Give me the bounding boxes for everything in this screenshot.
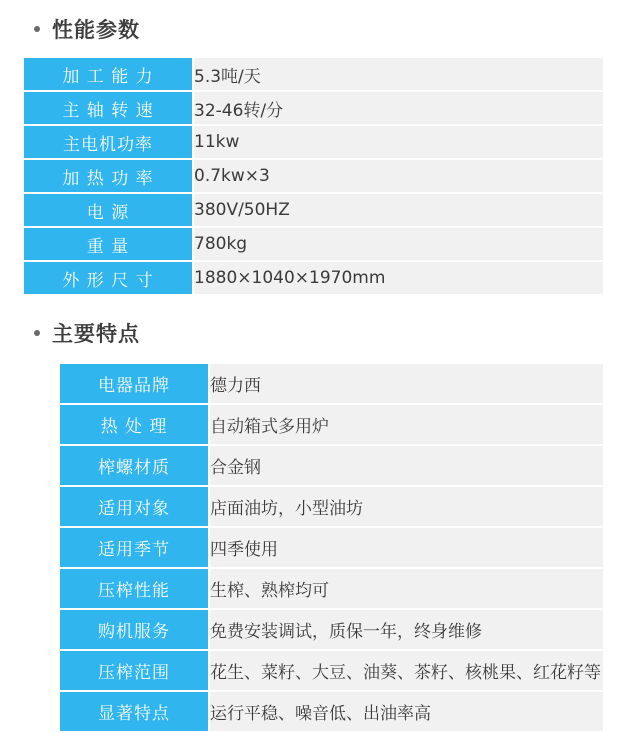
row-indent xyxy=(22,363,59,404)
row-label: 显著特点 xyxy=(59,691,209,732)
row-indent xyxy=(22,445,59,486)
row-label: 加 热 功 率 xyxy=(23,159,193,193)
row-label: 电器品牌 xyxy=(59,363,209,404)
row-label: 电 源 xyxy=(23,193,193,227)
row-indent xyxy=(22,609,59,650)
table-row xyxy=(22,568,604,609)
row-indent xyxy=(22,691,59,732)
row-value: 1880×1040×1970mm xyxy=(193,261,604,295)
performance-table xyxy=(22,56,605,296)
row-value: 合金钢 xyxy=(209,445,604,486)
row-value: 德力西 xyxy=(209,363,604,404)
row-value: 运行平稳、噪音低、出油率高 xyxy=(209,691,604,732)
row-indent xyxy=(22,650,59,691)
row-value: 32-46转/分 xyxy=(193,91,604,125)
document-page xyxy=(0,14,619,724)
row-indent xyxy=(22,568,59,609)
row-value: 780kg xyxy=(193,227,604,261)
table-row xyxy=(23,57,604,91)
bullet-icon xyxy=(34,330,40,336)
row-label: 适用季节 xyxy=(59,527,209,568)
bullet-icon xyxy=(34,26,40,32)
section-title: 性能参数 xyxy=(52,18,140,42)
table-row xyxy=(22,527,604,568)
table-row xyxy=(22,363,604,404)
row-indent xyxy=(22,404,59,445)
row-label: 榨螺材质 xyxy=(59,445,209,486)
row-label: 主电机功率 xyxy=(23,125,193,159)
section-heading-performance xyxy=(18,14,601,44)
row-label: 外 形 尺 寸 xyxy=(23,261,193,295)
row-value: 店面油坊，小型油坊 xyxy=(209,486,604,527)
table-row xyxy=(22,609,604,650)
table-row xyxy=(23,91,604,125)
table-row xyxy=(22,445,604,486)
row-value: 免费安装调试，质保一年，终身维修 xyxy=(209,609,604,650)
row-value: 花生、菜籽、大豆、油葵、茶籽、核桃果、红花籽等 xyxy=(209,650,604,691)
row-label: 压榨性能 xyxy=(59,568,209,609)
table-row xyxy=(22,404,604,445)
table-row xyxy=(23,159,604,193)
row-label: 热 处 理 xyxy=(59,404,209,445)
section-heading-features xyxy=(18,318,601,348)
row-label: 购机服务 xyxy=(59,609,209,650)
row-value: 5.3吨/天 xyxy=(193,57,604,91)
table-row xyxy=(23,193,604,227)
table-row xyxy=(22,486,604,527)
row-value: 四季使用 xyxy=(209,527,604,568)
row-label: 适用对象 xyxy=(59,486,209,527)
row-value: 0.7kw×3 xyxy=(193,159,604,193)
table-row xyxy=(22,650,604,691)
row-label: 重 量 xyxy=(23,227,193,261)
row-indent xyxy=(22,527,59,568)
row-label: 压榨范围 xyxy=(59,650,209,691)
row-indent xyxy=(22,486,59,527)
row-label: 加 工 能 力 xyxy=(23,57,193,91)
table-row xyxy=(23,227,604,261)
section-title: 主要特点 xyxy=(52,322,140,346)
features-table xyxy=(22,362,605,733)
row-value: 生榨、熟榨均可 xyxy=(209,568,604,609)
row-value: 自动箱式多用炉 xyxy=(209,404,604,445)
row-value: 11kw xyxy=(193,125,604,159)
table-row xyxy=(23,125,604,159)
row-label: 主 轴 转 速 xyxy=(23,91,193,125)
table-row xyxy=(23,261,604,295)
row-value: 380V/50HZ xyxy=(193,193,604,227)
table-row xyxy=(22,691,604,732)
